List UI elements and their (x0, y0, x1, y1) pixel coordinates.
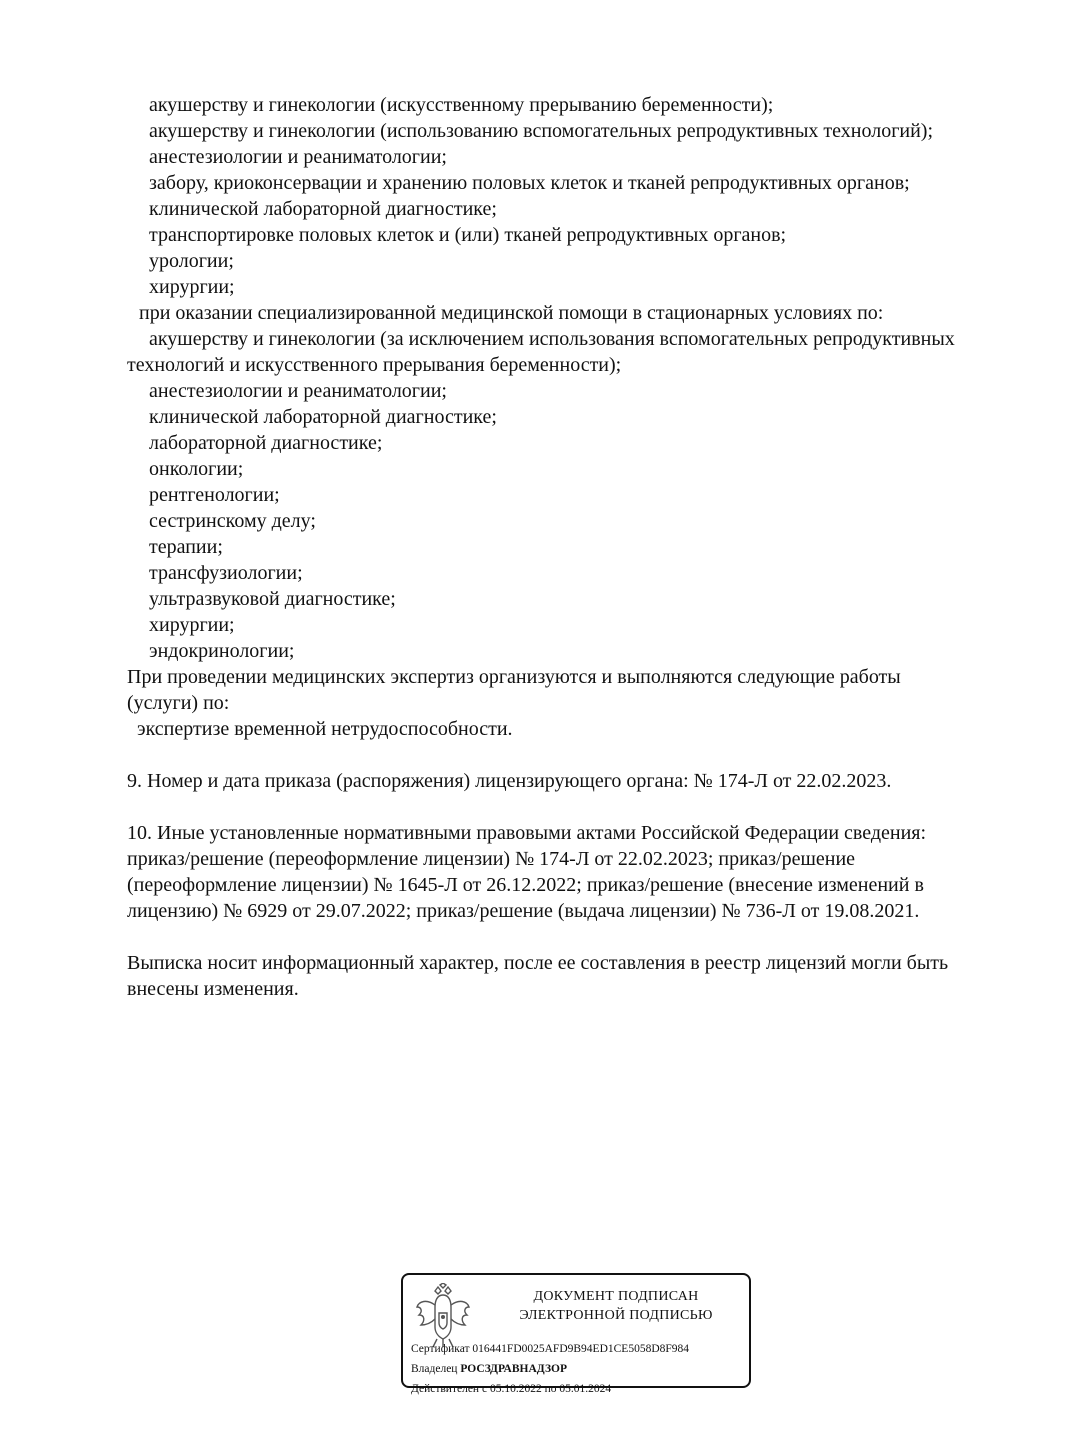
service-item: хирургии; (149, 614, 235, 636)
service-item: хирургии; (149, 276, 235, 298)
service-item: лабораторной диагностике; (149, 432, 383, 454)
service-item: онкологии; (149, 458, 244, 480)
section-10-line: (переоформление лицензии) № 1645-Л от 26.12.2022; приказ/решение (внесение изменений в (127, 874, 924, 896)
certificate-value: 016441FD0025AFD9B94ED1CE5058D8F984 (472, 1343, 690, 1355)
paragraph-gap (127, 924, 1027, 950)
service-item: урологии; (149, 250, 234, 272)
section-9: 9. Номер и дата приказа (распоряжения) лицензирующего органа: № 174-Л от 22.02.2023. (127, 770, 892, 792)
expertise-item: экспертизе временной нетрудоспособности. (137, 718, 513, 740)
stamp-title-line: ЭЛЕКТРОННОЙ ПОДПИСЬЮ (519, 1308, 713, 1323)
validity-row: Действителен с 05.10.2022 по 05.01.2024 (411, 1383, 612, 1395)
service-item: рентгенологии; (149, 484, 280, 506)
section-10-line: лицензию) № 6929 от 29.07.2022; приказ/решение (выдача лицензии) № 736-Л от 19.08.2021. (127, 900, 920, 922)
service-item: клинической лабораторной диагностике; (149, 198, 497, 220)
expertise-heading-continuation: (услуги) по: (127, 692, 230, 714)
service-item: транспортировке половых клеток и (или) тканей репродуктивных органов; (149, 224, 787, 246)
disclaimer-line: внесены изменения. (127, 978, 299, 1000)
service-item: эндокринологии; (149, 640, 295, 662)
stamp-title-line: ДОКУМЕНТ ПОДПИСАН (533, 1289, 699, 1304)
service-item: клинической лабораторной диагностике; (149, 406, 497, 428)
service-item: акушерству и гинекологии (использованию вспомогательных репродуктивных технологий); (149, 120, 934, 142)
paragraph-gap (127, 742, 1027, 768)
expertise-heading: При проведении медицинских экспертиз организуются и выполняются следующие работы (127, 666, 901, 688)
service-item: анестезиологии и реаниматологии; (149, 146, 447, 168)
stamp-title (483, 1287, 749, 1325)
certificate-row (411, 1339, 689, 1359)
service-item: забору, криоконсервации и хранению половых клеток и тканей репродуктивных органов; (149, 172, 910, 194)
service-item: акушерству и гинекологии (за исключением использования вспомогательных репродуктивных (149, 328, 955, 350)
service-item: акушерству и гинекологии (искусственному прерыванию беременности); (149, 94, 774, 116)
service-item-continuation: технологий и искусственного прерывания беременности); (127, 354, 622, 376)
owner-label: Владелец (411, 1363, 458, 1375)
document-body (127, 92, 1027, 1002)
stamp-details (411, 1339, 689, 1399)
owner-row (411, 1359, 689, 1379)
service-item: ультразвуковой диагностике; (149, 588, 396, 610)
electronic-signature-stamp (401, 1273, 751, 1395)
disclaimer-line: Выписка носит информационный характер, после ее составления в реестр лицензий могли быть (127, 952, 949, 974)
paragraph-gap (127, 794, 1027, 820)
service-item: терапии; (149, 536, 223, 558)
section-10-line: приказ/решение (переоформление лицензии) № 174-Л от 22.02.2023; приказ/решение (127, 848, 856, 870)
section-10-line: 10. Иные установленные нормативными правовыми актами Российской Федерации сведения: (127, 822, 927, 844)
service-item: сестринскому делу; (149, 510, 316, 532)
service-item: трансфузиологии; (149, 562, 303, 584)
inpatient-heading: при оказании специализированной медицинской помощи в стационарных условиях по: (139, 302, 884, 324)
certificate-label: Сертификат (411, 1343, 470, 1355)
service-item: анестезиологии и реаниматологии; (149, 380, 447, 402)
owner-value: РОСЗДРАВНАДЗОР (460, 1363, 567, 1375)
